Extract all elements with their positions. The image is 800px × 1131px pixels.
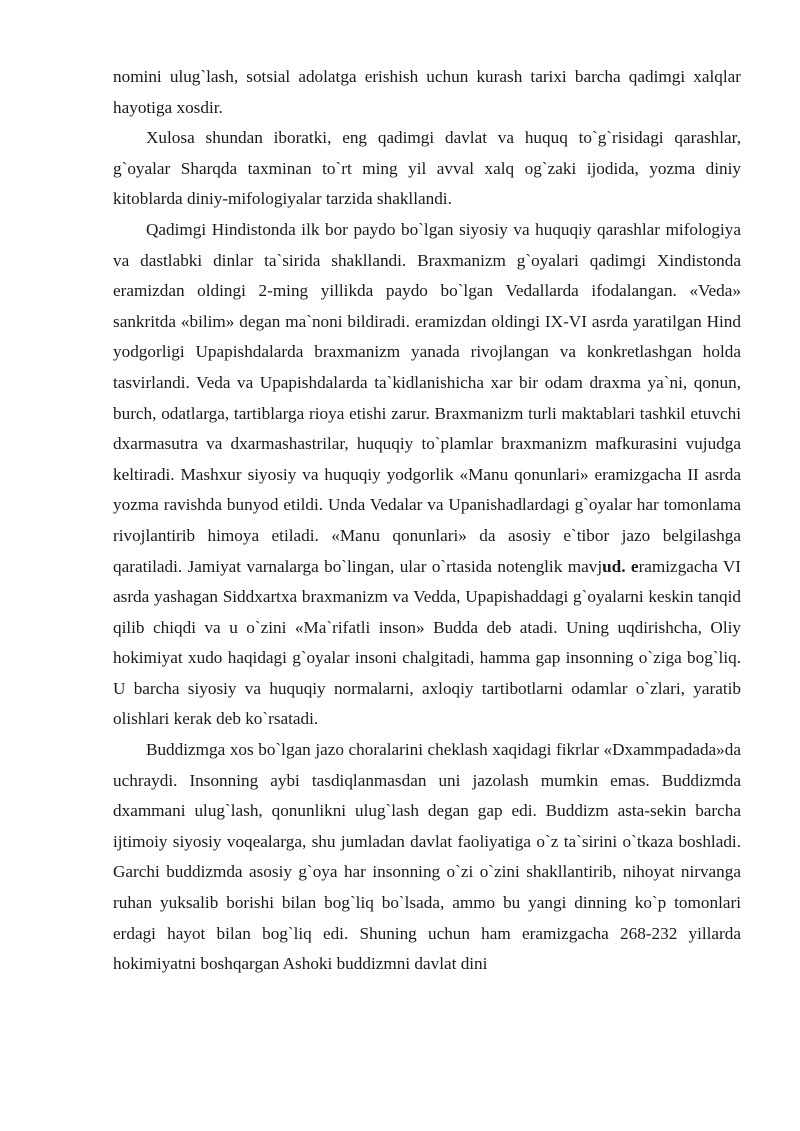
bold-text-segment: ud. e — [602, 556, 639, 576]
paragraph-ancient-india — [113, 215, 741, 735]
document-page — [113, 62, 741, 980]
paragraph-text-segment: Qadimgi Hindistonda ilk bor paydo bo`lgan siyosiy va huquqiy qarashlar mifologiya va dastlabki dinlar ta`sirida shakllandi. Braxmanizm g`oyalari qadimgi Xindistonda eramizdan oldingi 2-ming yillikda paydo bo`lgan Vedallarda ifodalangan. «Veda» sankritda «bilim» degan ma`noni bildiradi. eramizdan oldingi IX-VI asrda yaratilgan Hind yodgorligi Upapishdalarda braxmanizm yanada rivojlangan va konkretlashgan holda tasvirlandi. Veda va Upapishdalarda ta`kidlanishicha xar bir odam draxma ya`ni, qonun, burch, odatlarga, tartiblarga rioya etishi zarur. Braxmanizm turli maktablari tashkil etuvchi dxarmasutra va dxarmashastrilar, huquqiy to`plamlar braxmanizm mafkurasini vujudga keltiradi. Mashxur siyosiy va huquqiy yodgorlik «Manu qonunlari» eramizgacha II asrda yozma ravishda bunyod etildi. Unda Vedalar va Upanishadlardagi g`oyalar har tomonlama rivojlantirib himoya etiladi. «Manu qonunlari» da asosiy e`tibor jazo belgilashga qaratiladi. Jamiyat varnalarga bo`lingan, ular o`rtasida notenglik mavj — [113, 219, 741, 576]
paragraph-conclusion: Xulosa shundan iboratki, eng qadimgi davlat va huquq to`g`risidagi qarashlar, g`oyalar Sharqda taxminan to`rt ming yil avval xalq og`zaki ijodida, yozma diniy kitoblarda diniy-mifologiyalar tarzida shakllandi. — [113, 128, 741, 209]
paragraph-continuation: nomini ulug`lash, sotsial adolatga erishish uchun kurash tarixi barcha qadimgi xalqlar hayotiga xosdir. — [113, 67, 741, 117]
paragraph-buddhism: Buddizmga xos bo`lgan jazo choralarini cheklash xaqidagi fikrlar «Dxammpadada»da uchraydi. Insonning aybi tasdiqlanmasdan uni jazolash mumkin emas. Buddizmda dxammani ulug`lash, qonunlikni ulug`lash degan gap edi. Buddizm asta-sekin barcha ijtimoiy siyosiy voqealarga, shu jumladan davlat faoliyatiga o`z ta`sirini o`tkaza boshladi. Garchi buddizmda asosiy g`oya har insonning o`zi o`zini shakllantirib, nihoyat nirvanga ruhan yuksalib borishi bilan bog`liq bo`lsada, ammo bu yangi dinning ko`p tomonlari erdagi hayot bilan bog`liq edi. Shuning uchun ham eramizgacha 268-232 yillarda hokimiyatni boshqargan Ashoki buddizmni davlat dini — [113, 740, 741, 974]
paragraph-text-segment: ramizgacha VI asrda yashagan Siddxartxa braxmanizm va Vedda, Upapishaddagi g`oyalarni keskin tanqid qilib chiqdi va u o`zini «Ma`rifatli inson» Budda deb atadi. Uning uqdirishcha, Oliy hokimiyat xudo haqidagi g`oyalar insoni chalgitadi, hamma gap insonning o`ziga bog`liq. U barcha siyosiy va huquqiy normalarni, axloqiy tartibotlarni odamlar o`zlari, yaratib olishlari kerak deb ko`rsatadi. — [113, 556, 742, 729]
